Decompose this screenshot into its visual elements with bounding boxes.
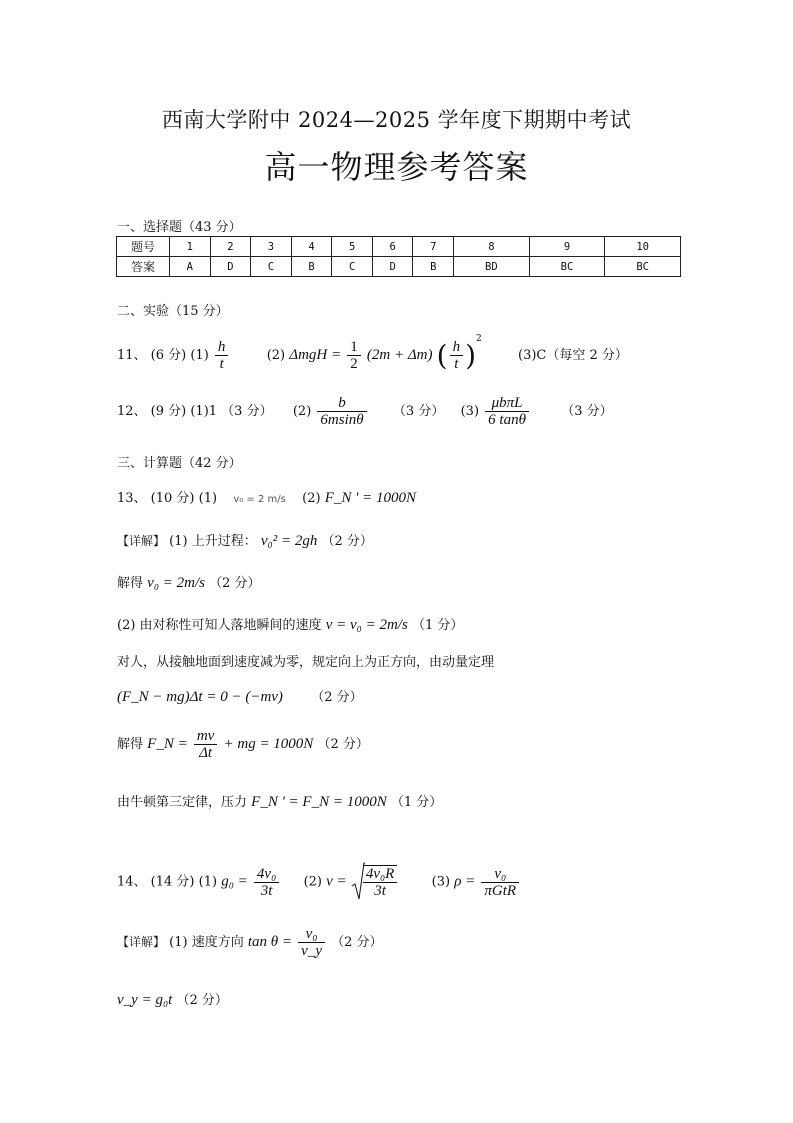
- q14-answer1: $\frac{\text{4v₀}}{3t}$: [254, 866, 279, 899]
- q13-step5: (F_N − mg)Δt = 0 − (−mv) （2 分）: [117, 689, 363, 705]
- question-number: 1: [170, 237, 211, 257]
- q12-answer2: $\frac{b}{6msin\theta}$: [317, 395, 366, 428]
- exam-title: 西南大学附中 2024—2025 学年度下期期中考试: [161, 108, 632, 132]
- q14-answer2: $\frac{\text{4v₀R}}{3t}$: [351, 862, 400, 902]
- q12-prefix: 12、 (9 分) (1)1 （3 分）: [117, 404, 273, 419]
- q11-ratio: $\frac{h}{t}$: [450, 339, 464, 372]
- row-label-number: 题号: [117, 237, 170, 257]
- q11-half: $\frac{1}{2}$: [347, 339, 361, 372]
- answer-table: [116, 236, 681, 277]
- q13-step1: 【详解】 (1) 上升过程： v₀² = 2gh （2 分）: [117, 533, 373, 549]
- table-row-answers: [117, 257, 681, 277]
- question-number: 3: [251, 237, 292, 257]
- question-number: 2: [210, 237, 251, 257]
- q11-answer2-lhs: ΔmgH =: [289, 347, 342, 363]
- q14-step1: 【详解】 (1) 速度方向 tan θ = $\frac{\text{v₀}}{v\_y}$ （2 分）: [117, 926, 383, 959]
- answer-cell: C: [332, 257, 373, 277]
- row-label-answer: 答案: [117, 257, 170, 277]
- q13-answer1: v₀ = 2 m/s: [233, 494, 286, 505]
- q13-line: 13、 (10 分) (1) v₀ = 2 m/s (2) F_N ' = 1000N: [117, 490, 416, 506]
- section3-heading: 三、计算题（42 分）: [117, 456, 242, 471]
- q11-line: 11、 (6 分) (1) $\frac{h}{t}$ (2) ΔmgH = $\frac{1}{2}$ (2m + Δm) ( $\frac{h}{t}$ )$^2$ (3)C（每空 2 分）: [117, 334, 628, 372]
- q13-answer2: F_N ' = 1000N: [324, 490, 416, 506]
- q12-answer3: $\frac{\text{μbπL}}{6 \tan\theta}$: [485, 395, 529, 428]
- answer-cell: A: [170, 257, 211, 277]
- q14-line: 14、 (14 分) (1) g₀ = $\frac{\text{4v₀}}{3t}$ (2) v = $\frac{\text{4v₀R}}{3t}$ (3) ρ = $\frac{\text{v₀}}{\text{πGtR}}$: [117, 862, 521, 902]
- answer-cell: B: [291, 257, 332, 277]
- answer-cell: D: [372, 257, 413, 277]
- question-number: 9: [529, 237, 605, 257]
- answer-cell: BC: [605, 257, 681, 277]
- q14-prefix: 14、 (14 分) (1): [117, 874, 218, 890]
- table-row-numbers: [117, 237, 681, 257]
- question-number: 8: [454, 237, 530, 257]
- q13-step6: 解得 F_N = $\frac{mv}{\Delta t}$ + mg = 1000N （2 分）: [117, 728, 369, 761]
- answer-cell: B: [413, 257, 454, 277]
- q11-prefix: 11、 (6 分) (1): [117, 348, 209, 363]
- q14-answer3: $\frac{\text{v₀}}{\text{πGtR}}$: [481, 866, 519, 899]
- answer-key-title: 高一物理参考答案: [264, 148, 529, 186]
- q12-line: 12、 (9 分) (1)1 （3 分） (2) $\frac{b}{6msin\theta}$ （3 分） (3) $\frac{\text{μbπL}}{6 \tan\theta}$ （3 分）: [117, 395, 613, 428]
- q11-answer3: (3)C（每空 2 分）: [518, 348, 628, 363]
- q11-answer1: $\frac{h}{t}$: [215, 339, 229, 372]
- question-number: 7: [413, 237, 454, 257]
- q14-step2: v_y = g₀t （2 分）: [117, 992, 228, 1008]
- question-number: 6: [372, 237, 413, 257]
- answer-cell: BC: [529, 257, 605, 277]
- q13-step3: (2) 由对称性可知人落地瞬间的速度 v = v₀ = 2m/s （1 分）: [117, 617, 464, 633]
- question-number: 5: [332, 237, 373, 257]
- section2-heading: 二、实验（15 分）: [117, 304, 229, 319]
- answer-cell: BD: [454, 257, 530, 277]
- section1-heading: 一、选择题（43 分）: [117, 220, 242, 235]
- question-number: 4: [291, 237, 332, 257]
- answer-cell: C: [251, 257, 292, 277]
- q13-prefix: 13、 (10 分) (1): [117, 491, 218, 506]
- q13-step7: 由牛顿第三定律，压力 F_N ' = F_N = 1000N （1 分）: [117, 794, 443, 810]
- question-number: 10: [605, 237, 681, 257]
- answer-cell: D: [210, 257, 251, 277]
- q13-step2: 解得 v₀ = 2m/s （2 分）: [117, 575, 261, 591]
- q13-step4: 对人，从接触地面到速度减为零，规定向上为正方向，由动量定理: [117, 655, 495, 670]
